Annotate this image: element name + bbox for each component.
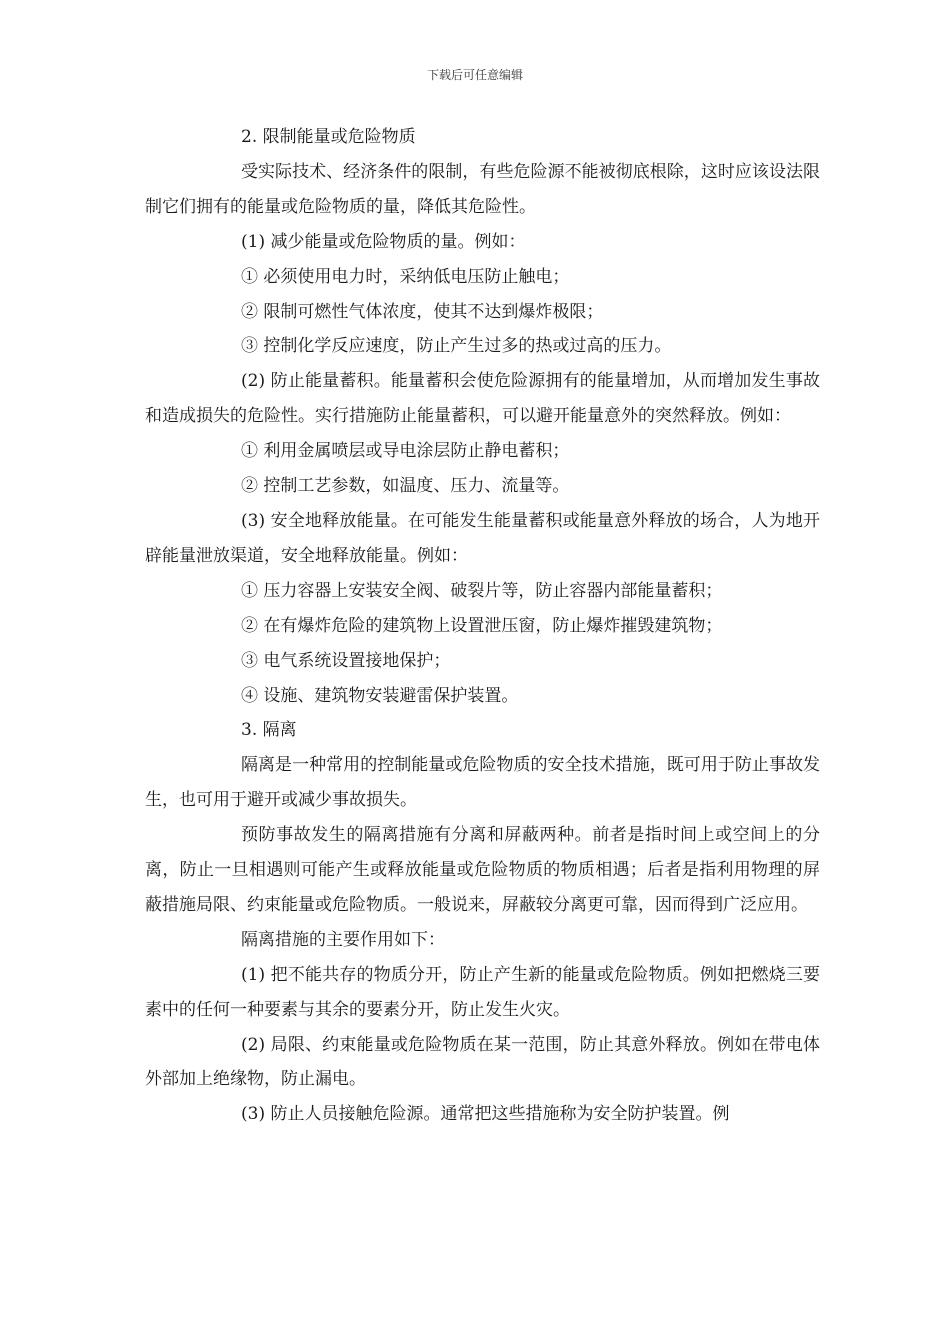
paragraph-isolation-intro: 隔离是一种常用的控制能量或危险物质的安全技术措施，既可用于防止事故发生，也可用于避开或减少事故损失。 (145, 755, 820, 811)
paragraph-isolation-functions: 隔离措施的主要作用如下： (241, 929, 445, 950)
document-body (145, 120, 820, 1132)
list-item: ① 利用金属喷层或导电涂层防止静电蓄积； (241, 441, 570, 462)
list-item: ④ 设施、建筑物安装避雷保护装置。 (241, 685, 519, 706)
paragraph-limit-intro: 受实际技术、经济条件的限制，有些危险源不能被彻底根除，这时应该设法限制它们拥有的能量或危险物质的量，降低其危险性。 (145, 161, 820, 217)
section-heading-isolation: 3. 隔离 (241, 720, 297, 741)
paragraph-separate-substances: (1) 把不能共存的物质分开，防止产生新的能量或危险物质。例如把燃烧三要素中的任何一种要素与其余的要素分开，防止发生火灾。 (145, 964, 820, 1020)
paragraph-safe-release: (3) 安全地释放能量。在可能发生能量蓄积或能量意外释放的场合，人为地开辟能量泄放渠道，安全地释放能量。例如： (145, 510, 820, 566)
list-item: ① 压力容器上安装安全阀、破裂片等，防止容器内部能量蓄积； (241, 580, 723, 601)
list-item: ③ 电气系统设置接地保护； (241, 650, 451, 671)
list-item: ② 限制可燃性气体浓度，使其不达到爆炸极限； (241, 301, 604, 322)
paragraph-reduce-energy: (1) 减少能量或危险物质的量。例如： (241, 231, 526, 252)
list-item: ② 在有爆炸危险的建筑物上设置泄压窗，防止爆炸摧毁建筑物； (241, 615, 723, 636)
page-header: 下载后可任意编辑 (426, 68, 523, 82)
paragraph-confine-energy: (2) 局限、约束能量或危险物质在某一范围，防止其意外释放。例如在带电体外部加上绝缘物，防止漏电。 (145, 1034, 820, 1090)
list-item: ② 控制工艺参数，如温度、压力、流量等。 (241, 476, 570, 497)
paragraph-isolation-types: 预防事故发生的隔离措施有分离和屏蔽两种。前者是指时间上或空间上的分离，防止一旦相遇则可能产生或释放能量或危险物质的物质相遇；后者是指利用物理的屏蔽措施局限、约束能量或危险物质。一般说来，屏蔽较分离更可靠，因而得到广泛应用。 (145, 825, 820, 915)
paragraph-prevent-accumulation: (2) 防止能量蓄积。能量蓄积会使危险源拥有的能量增加，从而增加发生事故和造成损失的危险性。实行措施防止能量蓄积，可以避开能量意外的突然释放。例如： (145, 371, 820, 427)
list-item: ① 必须使用电力时，采纳低电压防止触电； (241, 266, 570, 287)
list-item: ③ 控制化学反应速度，防止产生过多的热或过高的压力。 (241, 336, 672, 357)
paragraph-prevent-contact: (3) 防止人员接触危险源。通常把这些措施称为安全防护装置。例 (241, 1104, 730, 1125)
section-heading-limit-energy: 2. 限制能量或危险物质 (241, 127, 416, 147)
